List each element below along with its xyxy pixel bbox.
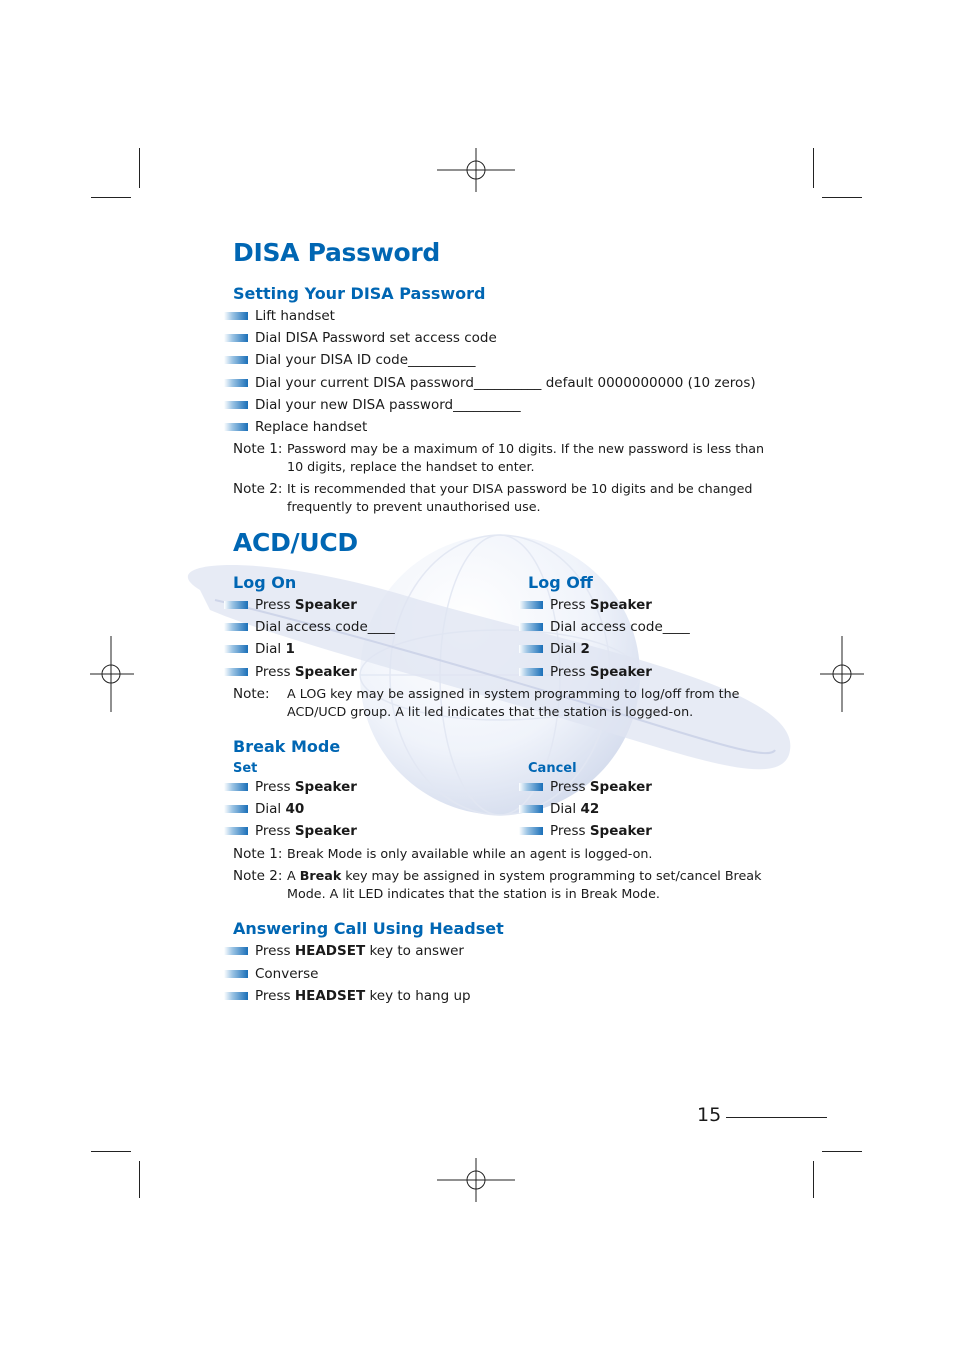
bullet-icon <box>224 379 248 387</box>
page-title-acd: ACD/UCD <box>233 528 358 557</box>
bullet-icon <box>519 645 543 653</box>
list-item: Dial access code____ <box>255 618 395 636</box>
bullet-icon <box>224 645 248 653</box>
bullet-icon <box>224 401 248 409</box>
bullet-icon <box>519 827 543 835</box>
list-item: Press HEADSET key to answer <box>255 942 464 960</box>
bullet-icon <box>224 783 248 791</box>
list-item: Lift handset <box>255 307 335 325</box>
list-item: Press Speaker <box>255 596 357 614</box>
bullet-icon <box>224 334 248 342</box>
list-item: Press Speaker <box>255 663 357 681</box>
page-number-rule <box>726 1117 827 1118</box>
bullet-icon <box>224 356 248 364</box>
bullet-icon <box>519 601 543 609</box>
list-item: Dial your new DISA password__________ <box>255 396 521 414</box>
list-item: Dial your current DISA password__________ default 0000000000 (10 zeros) <box>255 374 756 392</box>
bullet-icon <box>224 827 248 835</box>
list-item: Press Speaker <box>550 778 652 796</box>
list-item: Press Speaker <box>550 663 652 681</box>
list-item: Dial DISA Password set access code <box>255 329 497 347</box>
list-item: Dial 42 <box>550 800 599 818</box>
subheading-cancel: Cancel <box>528 761 577 776</box>
list-item: Press HEADSET key to hang up <box>255 987 471 1005</box>
list-item: Press Speaker <box>255 778 357 796</box>
subheading-set: Set <box>233 761 258 776</box>
list-item: Converse <box>255 965 318 983</box>
list-item: Replace handset <box>255 418 367 436</box>
list-item: Dial 40 <box>255 800 304 818</box>
bullet-icon <box>519 805 543 813</box>
page-title-disa: DISA Password <box>233 238 440 267</box>
heading-log-on: Log On <box>233 573 297 592</box>
heading-setting-disa: Setting Your DISA Password <box>233 284 486 303</box>
bullet-icon <box>224 970 248 978</box>
bullet-icon <box>224 312 248 320</box>
bullet-icon <box>224 947 248 955</box>
bullet-icon <box>224 601 248 609</box>
bullet-icon <box>224 668 248 676</box>
bullet-icon <box>519 623 543 631</box>
bullet-icon <box>224 992 248 1000</box>
heading-headset: Answering Call Using Headset <box>233 919 504 938</box>
list-item: Press Speaker <box>550 596 652 614</box>
list-item: Press Speaker <box>255 822 357 840</box>
bullet-icon <box>224 805 248 813</box>
bullet-icon <box>519 783 543 791</box>
list-item: Dial access code____ <box>550 618 690 636</box>
bullet-icon <box>224 623 248 631</box>
list-item: Press Speaker <box>550 822 652 840</box>
list-item: Dial 1 <box>255 640 295 658</box>
bullet-icon <box>224 423 248 431</box>
list-item: Dial your DISA ID code__________ <box>255 351 476 369</box>
page-number: 15 <box>697 1104 722 1126</box>
list-item: Dial 2 <box>550 640 590 658</box>
bullet-icon <box>519 668 543 676</box>
heading-log-off: Log Off <box>528 573 593 592</box>
heading-break-mode: Break Mode <box>233 737 341 756</box>
